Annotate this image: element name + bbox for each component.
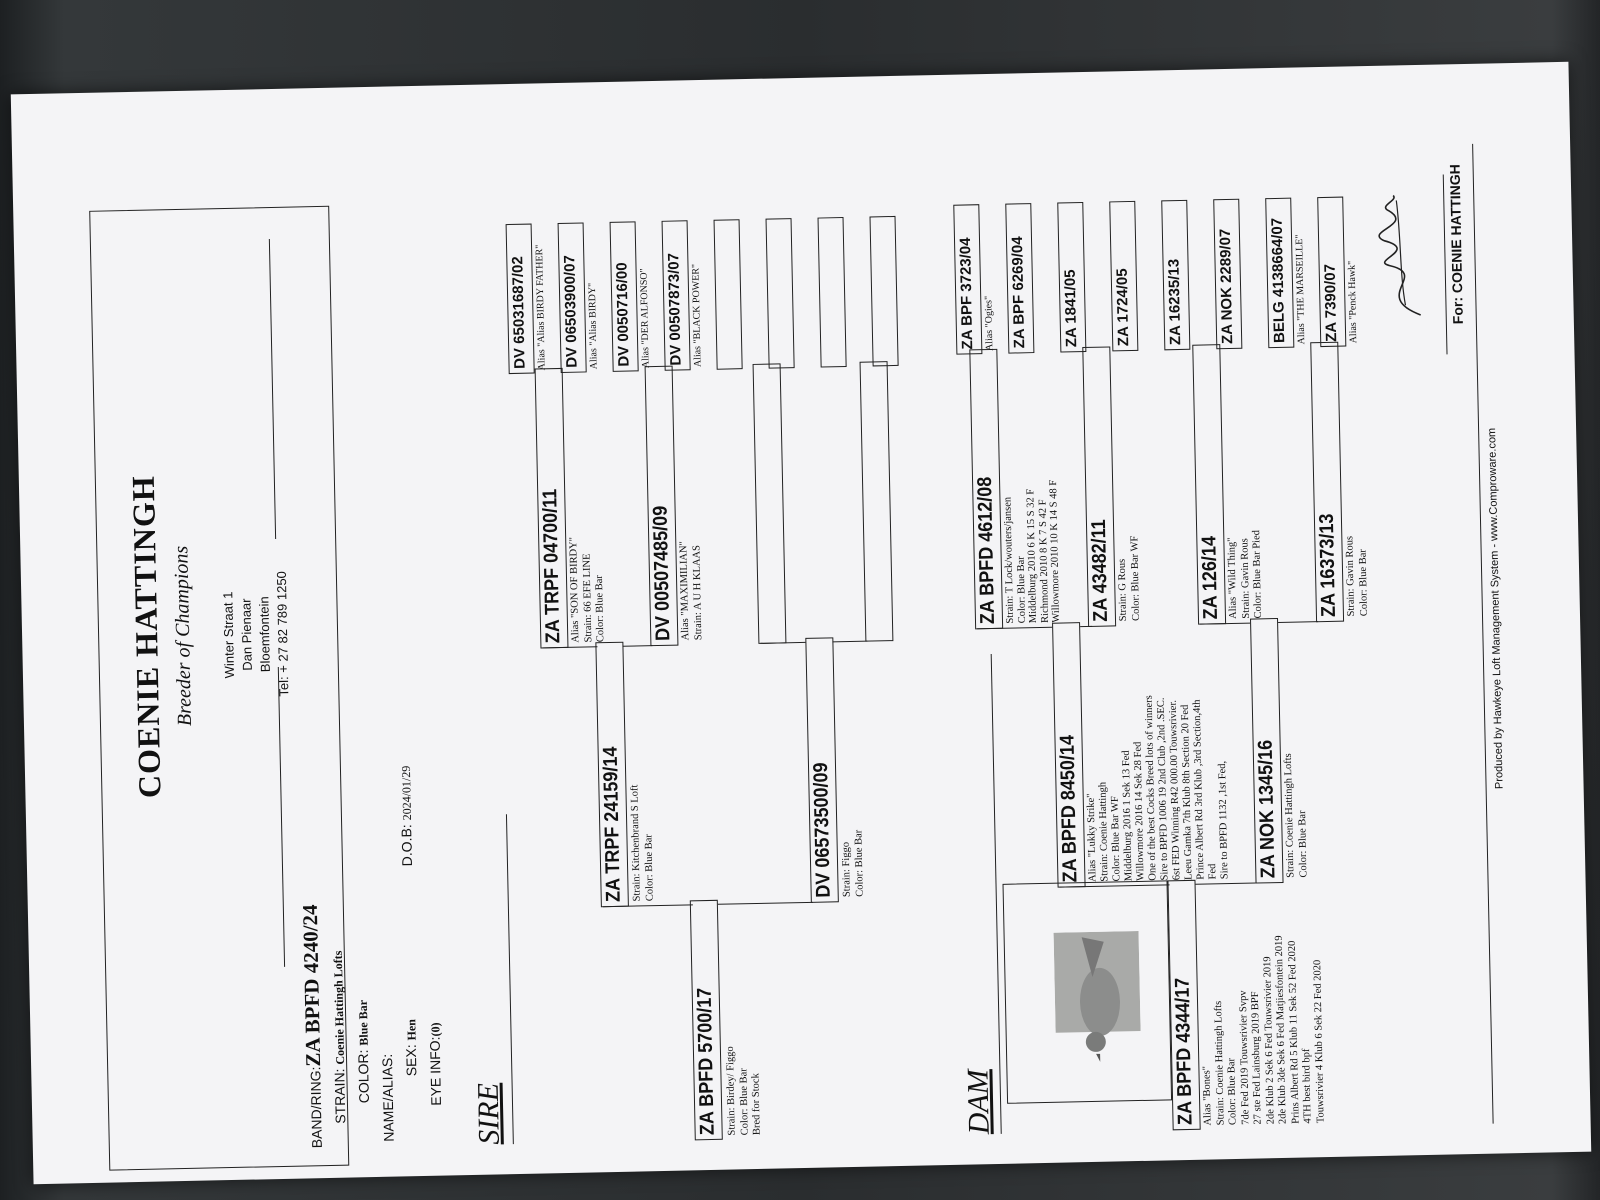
signature <box>1358 185 1441 327</box>
gen4-alias-1: Alias "Alias BIRDY FATHER" <box>534 244 548 371</box>
gen4-alias-16: Alias "Penck Hawk" <box>1346 260 1360 344</box>
dam-ring-box <box>1167 880 1200 1131</box>
dsd-ring-box <box>1082 346 1116 627</box>
eye-label: EYE INFO: <box>426 1036 445 1106</box>
gen4-box-14: ZA NOK 2289/07 <box>1213 199 1242 350</box>
sex-label: SEX: <box>402 1044 420 1077</box>
address-line: Winter Straat 1 <box>220 591 238 679</box>
sss-ring: ZA TRPF 04700/11 <box>539 488 565 644</box>
dam-info: Alias "Bones" Strain: Coenie Hattingh Lofts Color: Blue Bar 7de Fed 2019 Touwsrivier Svpv 27 ste Fed Lainsburg 2019 BPF 2de Klub 2 Sek 6 Fed Touwsrivier 2019 2de Klub 3de Sek 6 Fed Matjiesfontein 2019 Prins Albert Rd 5 Klub 11 Sek 52 Fed 2020 4TH best bird bpf Touwsrivier 4 Klub 6 Sek 22 Fed 2020 <box>1201 935 1327 1126</box>
dam-label: DAM <box>961 1069 996 1135</box>
dam-ring: ZA BPFD 4344/17 <box>1171 977 1197 1126</box>
signature-scribble <box>1358 185 1441 327</box>
ddd-ring: ZA 16373/13 <box>1315 513 1340 618</box>
gen4-alias-2: Alias "Alias BIRDY" <box>586 282 600 370</box>
dd-info: Strain: Coenie Hattingh Lofts Color: Blue Bar <box>1282 753 1309 878</box>
sss-info: Alias "SON OF BIRDY" Strain: 66 EFE LINE Color: Blue Bar <box>568 536 607 643</box>
pigeon-photo <box>1054 931 1142 1073</box>
strain-label: STRAIN: <box>331 1068 349 1124</box>
gen4-box-4: DV 00507873/07 <box>662 220 691 371</box>
ds-ring-box <box>1052 622 1086 888</box>
dsd-ring: ZA 43482/11 <box>1087 519 1113 622</box>
dd-ring-box <box>1250 618 1284 884</box>
dss-ring: ZA BPFD 4612/08 <box>973 476 1000 625</box>
gen4-box-7 <box>818 217 847 368</box>
dd-ring: ZA NOK 1345/16 <box>1254 739 1280 879</box>
sd-info: Strain: Figgo Color: Blue Bar <box>840 829 866 898</box>
strain-value: Coenie Hattingh Lofts <box>330 950 348 1065</box>
sire-ring: ZA BPFD 5700/17 <box>693 987 719 1136</box>
dss-info: Strain: T Lock/wouters/jansen Color: Blue Bar Middelburg 2010 6 K 15 S 32 F Richmond 2010 8 K 7 S 42 F Willowmore 2010 10 K 14 S 48 F <box>1002 479 1063 624</box>
gen4-box-10: ZA BPF 6269/04 <box>1005 203 1034 354</box>
dam-rule <box>991 654 1002 1134</box>
sire-rule <box>506 814 514 1144</box>
sire-info: Strain: Birdey/ Figgo Color: Blue Bar Bred for Stock <box>724 1046 763 1136</box>
dds-info: Alias "Wild Thing" Strain: Gavin Rous Color: Blue Bar Pied <box>1226 529 1265 620</box>
sd-ring: DV 06573500/09 <box>809 762 835 898</box>
link-sire-sd <box>718 902 813 905</box>
ssd-ring-box <box>645 366 679 647</box>
breeder-name: COENIE HATTINGH <box>124 474 168 799</box>
link-sd-empty-2 <box>832 641 867 643</box>
gen4-box-15: BELG 4138664/07 <box>1265 198 1294 349</box>
gen4-box-6 <box>766 218 795 369</box>
gen4-box-5 <box>714 219 743 370</box>
link-ss-ssd <box>622 645 652 647</box>
link-dam-dd <box>1196 883 1256 885</box>
gen4-box-11: ZA 1841/05 <box>1057 202 1086 353</box>
dob-label: D.O.B: <box>398 824 416 867</box>
pedigree-page <box>11 62 1591 1184</box>
address-line: Tel: + 27 82 789 1250 <box>273 571 292 697</box>
gen4-alias-15: Alias "THE MARSEILLE" <box>1293 234 1308 345</box>
gen4-box-8 <box>870 216 899 367</box>
dds-ring: ZA 126/14 <box>1198 535 1223 620</box>
eye-value: (0) <box>428 1022 443 1037</box>
ssd-info: Alias "MAXIMILIAN" Strain: A U H KLAAS <box>678 541 704 641</box>
dob-value: 2024/01/29 <box>398 765 415 821</box>
gen4-box-16: ZA 7390/07 <box>1317 197 1346 348</box>
gen4-box-3: DV 0050716/00 <box>610 221 639 372</box>
dss-ring-box <box>969 349 1003 630</box>
band-number: ZA BPFD 4240/24 <box>297 904 326 1067</box>
gen4-box-1: DV 65031687/02 <box>506 224 535 375</box>
ddd-ring-box <box>1310 342 1344 623</box>
pigeon-image <box>1054 931 1142 1073</box>
dds-ring-box <box>1192 344 1226 625</box>
band-label: BAND/RING: <box>307 1066 325 1149</box>
sire-label: SIRE <box>471 1082 506 1145</box>
ds-ring: ZA BPFD 8450/14 <box>1056 734 1082 883</box>
sds-empty-box <box>753 363 787 644</box>
sdd-empty-box <box>860 361 894 642</box>
sss-ring-box <box>535 368 569 649</box>
produced-by: Produced by Hawkeye Loft Management System - www.Comproware.com <box>1486 427 1506 790</box>
gen4-box-9: ZA BPF 3723/04 <box>953 204 982 355</box>
link-dd-ddd <box>1278 621 1318 623</box>
for-label: For: COENIE HATTINGH <box>1446 164 1466 325</box>
breeder-tagline: Breeder of Champions <box>170 545 197 727</box>
ss-ring: ZA TRPF 24159/14 <box>599 746 625 903</box>
ssd-ring: DV 00507485/09 <box>649 505 675 642</box>
sex-value: Hen <box>404 1018 419 1041</box>
color-label: COLOR: <box>354 1049 372 1104</box>
gen4-alias-3: Alias "DER ALFONSO" <box>638 268 652 369</box>
sire-ring-box <box>690 900 723 1141</box>
pedigree-sheet <box>11 62 1591 1184</box>
gen4-box-13: ZA 16235/13 <box>1161 200 1190 351</box>
gen4-box-12: ZA 1724/05 <box>1109 201 1138 352</box>
sd-ring-box <box>805 637 839 903</box>
ss-info: Strain: Kitchenbrand S Loft Color: Blue Bar <box>629 784 656 902</box>
gen4-box-2: DV 06503900/07 <box>558 222 587 373</box>
gen4-alias-9: Alias "Ogies" <box>983 295 996 352</box>
ds-info: Alias "Lukky Strike" Strain: Coenie Hattingh Color: Blue Bar WF Middelburg 2016 1 Sek 13 Fed Willowmore 2016 14 Sek 28 Fed One of the best Cocks Breed lots of winners Sire to BPFD 1006 19 2nd Club ,2nd .SEC. 6st FED Winning R42 000.00 Touwsrivier. Leeu Gamka 7th Klub 8th Section 20 Fed Prince Albert Rd 3rd Klub ,3rd Section,4th Fed Sire to BPFD 1132 ,1st Fed, <box>1085 695 1231 883</box>
name-label: NAME/ALIAS: <box>378 1053 397 1142</box>
dsd-info: Strain: G Rous Color: Blue Bar WF <box>1116 535 1142 622</box>
address-line: Bloemfontein <box>256 596 273 673</box>
ss-ring-box <box>595 642 629 908</box>
color-value: Blue Bar <box>355 999 371 1046</box>
address-line: Dan Pienaar <box>238 598 255 671</box>
gen4-alias-4: Alias "BLACK POWER" <box>690 263 704 368</box>
ddd-info: Strain: Gavin Rous Color: Blue Bar <box>1344 535 1370 617</box>
